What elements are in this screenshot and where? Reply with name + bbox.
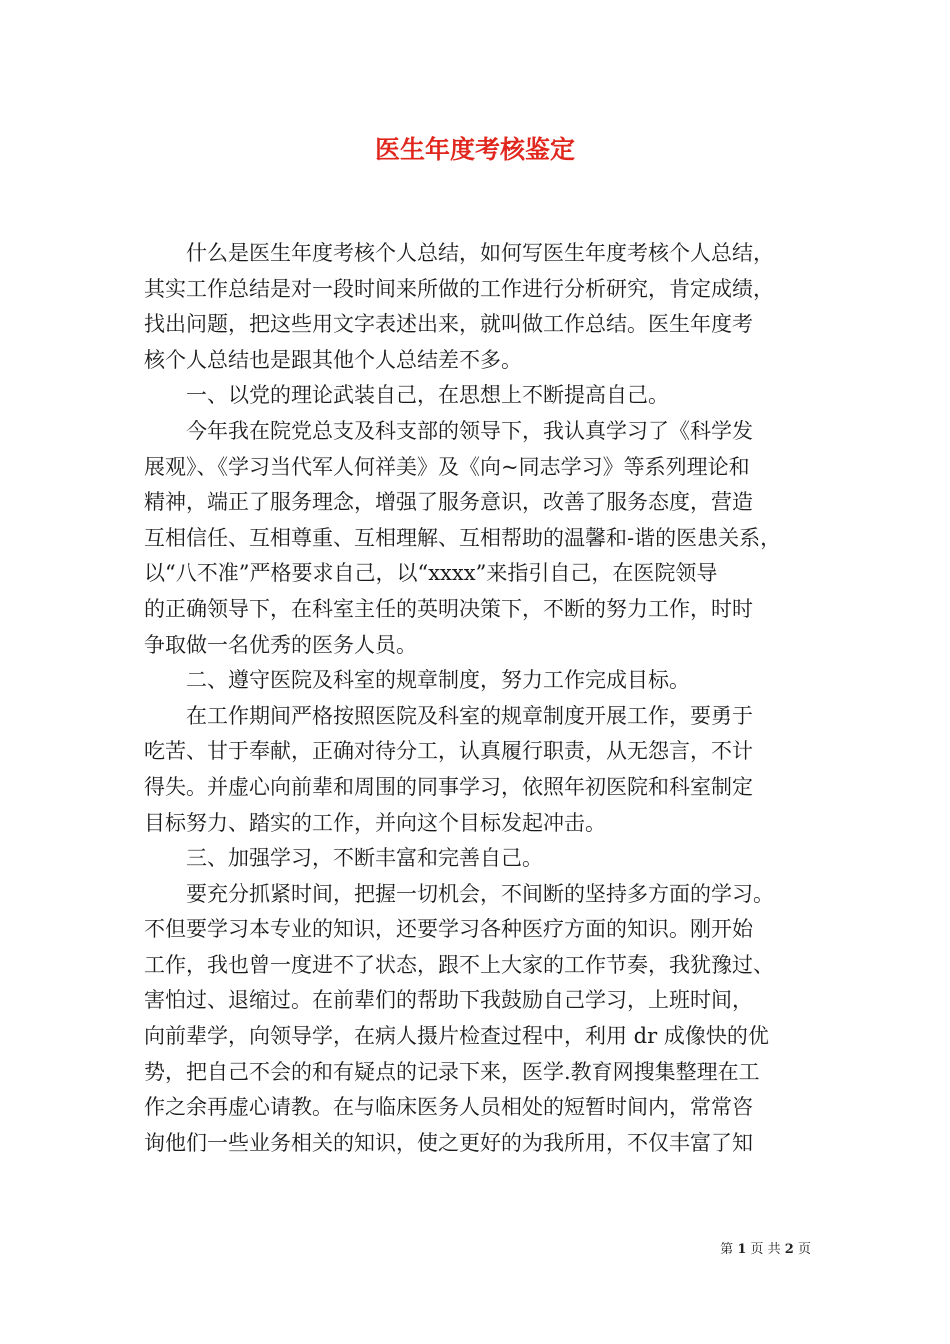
text-line: 目标努力、踏实的工作，并向这个目标发起冲击。	[144, 810, 606, 835]
total-pages-number: 2	[784, 1242, 794, 1257]
section-heading-2: 二、遵守医院及科室的规章制度，努力工作完成目标。	[186, 668, 690, 693]
text-line: 工作，我也曾一度进不了状态，跟不上大家的工作节奏，我犹豫过、	[144, 952, 774, 977]
text-line: 吃苦、甘于奉献，正确对待分工，认真履行职责，从无怨言，不计	[144, 739, 753, 764]
text-line: 要充分抓紧时间，把握一切机会，不间断的坚持多方面的学习。	[186, 881, 774, 906]
text-line: 向前辈学，向领导学，在病人摄片检查过程中，利用 dr 成像快的优	[144, 1024, 769, 1049]
text-line: 得失。并虚心向前辈和周围的同事学习，依照年初医院和科室制定	[144, 774, 753, 799]
footer-prefix: 第	[720, 1242, 734, 1257]
text-line: 在工作期间严格按照医院及科室的规章制度开展工作，要勇于	[186, 703, 753, 728]
text-line: 展观》、《学习当代军人何祥美》及《向~同志学习》等系列理论和	[144, 454, 750, 479]
text-line: 互相信任、互相尊重、互相理解、互相帮助的温馨和-谐的医患关系，	[144, 525, 782, 550]
text-line: 精神，端正了服务理念，增强了服务意识，改善了服务态度，营造	[144, 490, 753, 515]
text-line: 今年我在院党总支及科支部的领导下，我认真学习了《科学发	[186, 418, 753, 443]
text-line: 作之余再虚心请教。在与临床医务人员相处的短暂时间内，常常咨	[144, 1095, 753, 1120]
text-line: 以“八不准”严格要求自己，以“xxxx”来指引自己，在医院领导	[144, 561, 718, 586]
text-line: 核个人总结也是跟其他个人总结差不多。	[144, 347, 522, 372]
text-line: 不但要学习本专业的知识，还要学习各种医疗方面的知识。刚开始	[144, 917, 753, 942]
text-line: 的正确领导下，在科室主任的英明决策下，不断的努力工作，时时	[144, 596, 753, 621]
section-heading-3: 三、加强学习，不断丰富和完善自己。	[186, 846, 543, 871]
footer-middle: 页 共	[750, 1242, 781, 1257]
current-page-number: 1	[737, 1242, 747, 1257]
section-heading-1: 一、以党的理论武装自己，在思想上不断提高自己。	[186, 383, 669, 408]
text-line: 其实工作总结是对一段时间来所做的工作进行分析研究，肯定成绩，	[144, 276, 774, 301]
footer-suffix: 页	[797, 1242, 811, 1257]
text-line: 争取做一名优秀的医务人员。	[144, 632, 417, 657]
text-line: 什么是医生年度考核个人总结，如何写医生年度考核个人总结，	[186, 241, 774, 265]
page-footer	[720, 1241, 811, 1259]
text-line: 害怕过、退缩过。在前辈们的帮助下我鼓励自己学习，上班时间，	[144, 988, 753, 1013]
text-line: 询他们一些业务相关的知识，使之更好的为我所用，不仅丰富了知	[144, 1130, 753, 1155]
text-line: 势，把自己不会的和有疑点的记录下来，医学.教育网搜集整理在工	[144, 1059, 760, 1084]
text-line: 找出问题，把这些用文字表述出来，就叫做工作总结。医生年度考	[144, 312, 753, 337]
document-title: 医生年度考核鉴定	[374, 135, 575, 164]
document-body	[144, 236, 814, 1161]
